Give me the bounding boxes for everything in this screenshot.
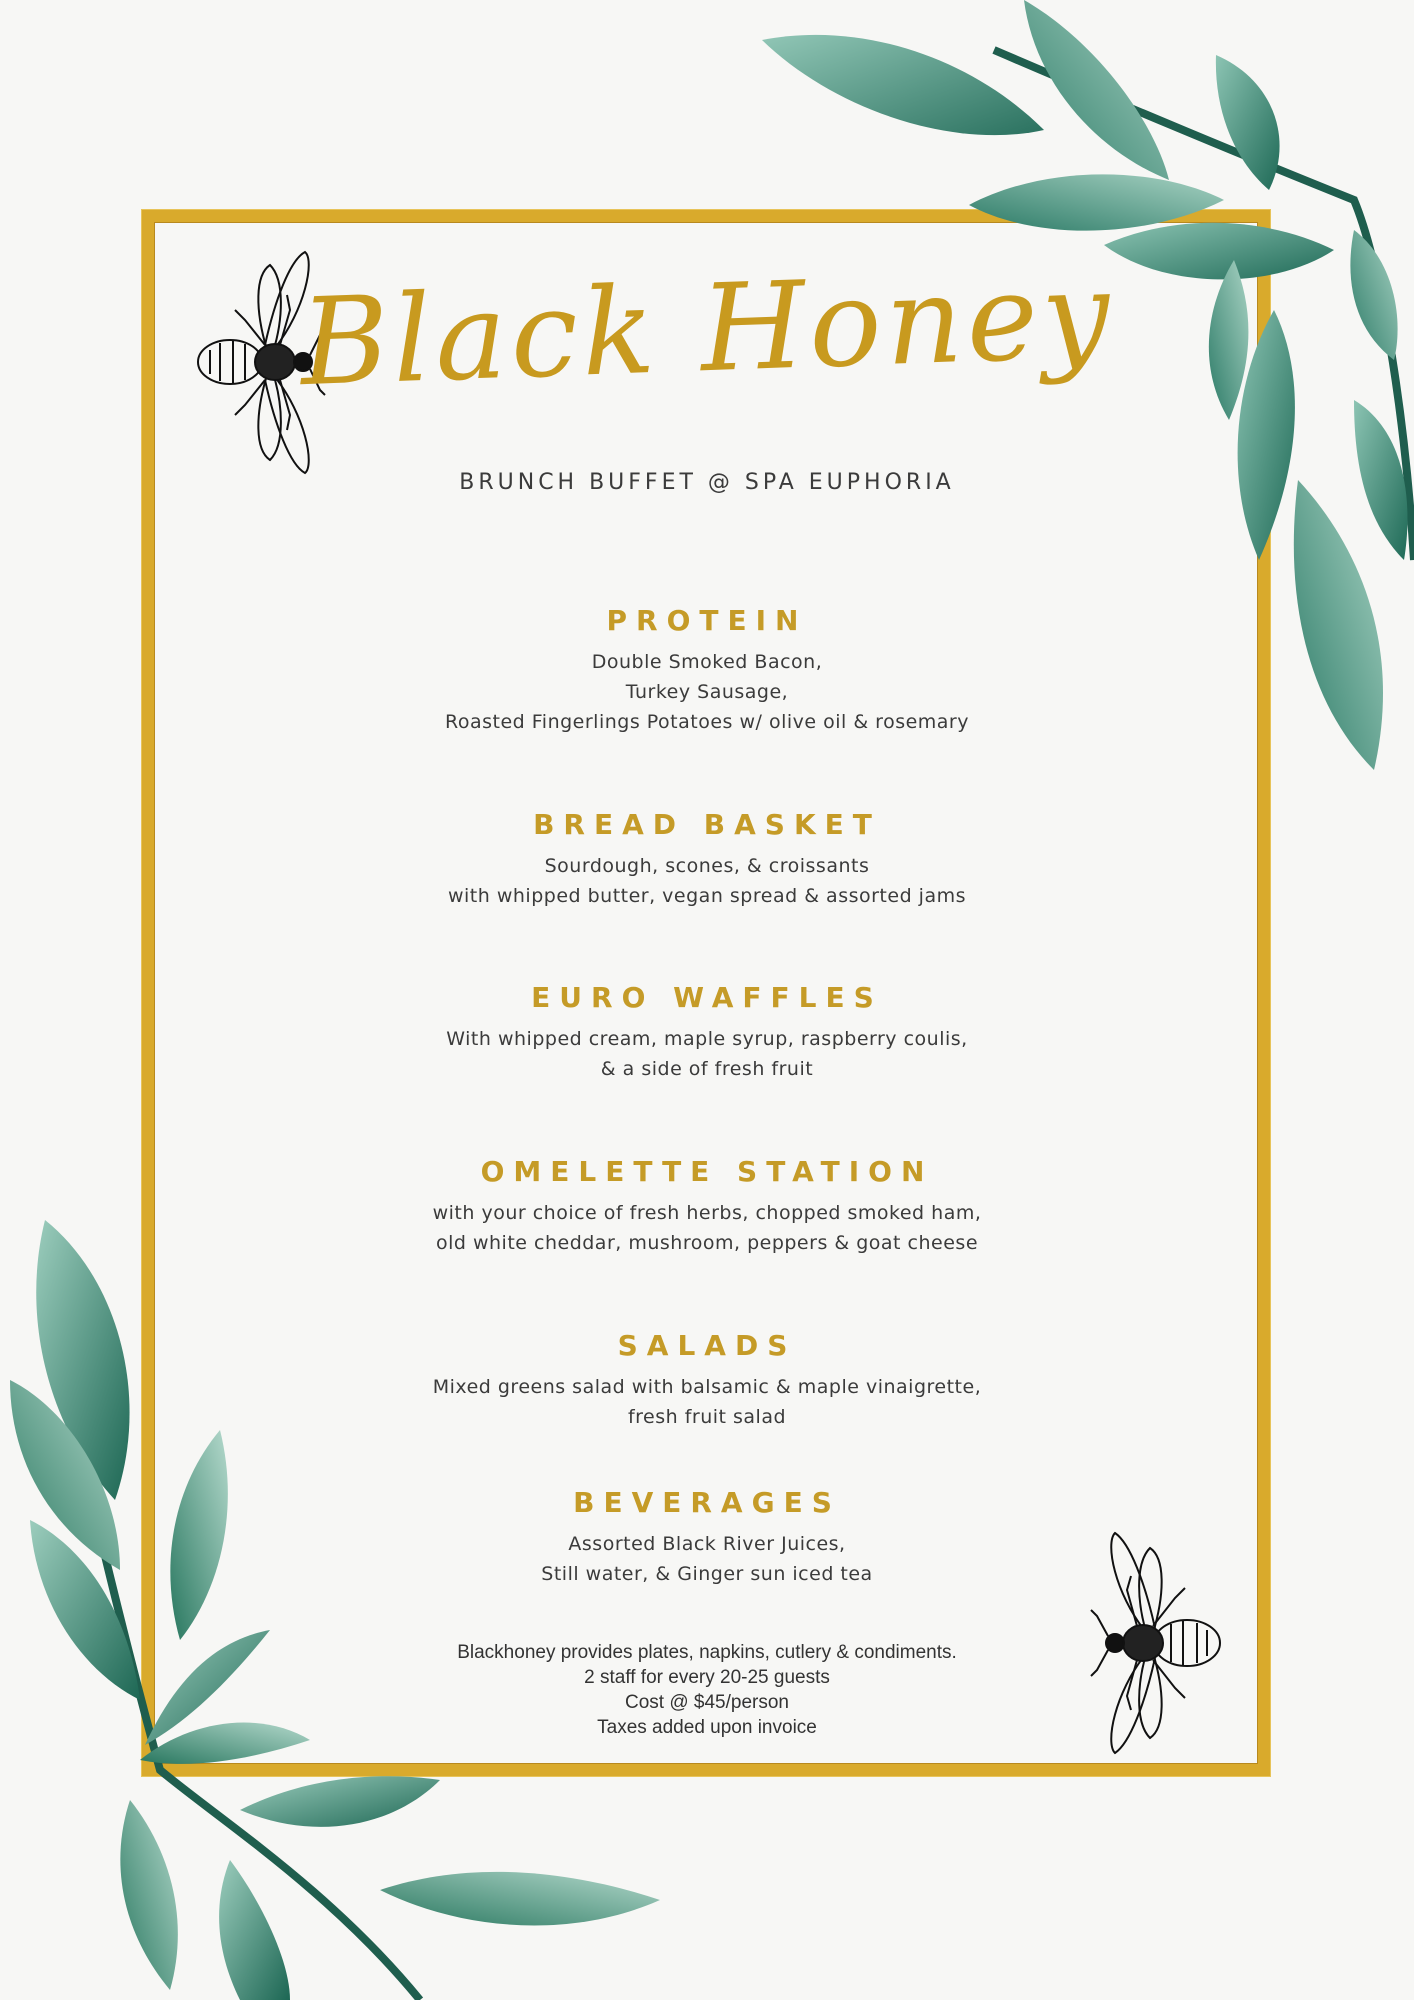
menu-line: with your choice of fresh herbs, chopped smoked ham,: [432, 1202, 982, 1224]
menu-line: With whipped cream, maple syrup, raspberry coulis,: [446, 1028, 968, 1050]
section-euro-waffles: [0, 981, 1414, 1084]
menu-line: & a side of fresh fruit: [600, 1058, 814, 1080]
menu-line: Sourdough, scones, & croissants: [544, 855, 870, 877]
menu-line: Turkey Sausage,: [625, 681, 789, 703]
menu-line: old white cheddar, mushroom, peppers & goat cheese: [435, 1232, 979, 1254]
section-protein: [0, 604, 1414, 737]
menu-line: fresh fruit salad: [627, 1406, 787, 1428]
menu-title: Black Honey: [298, 245, 1116, 414]
menu-line: Roasted Fingerlings Potatoes w/ olive oil & rosemary: [444, 711, 969, 733]
section-omelette-station: [0, 1155, 1414, 1258]
menu-line: Assorted Black River Juices,: [568, 1533, 846, 1555]
footer-line: Blackhoney provides plates, napkins, cutlery & condiments.: [457, 1642, 957, 1663]
section-heading: OMELETTE STATION: [480, 1155, 934, 1188]
menu-line: Double Smoked Bacon,: [591, 651, 823, 673]
footer-notes: [0, 1640, 1414, 1740]
section-heading: PROTEIN: [606, 604, 808, 637]
menu-line: Mixed greens salad with balsamic & maple vinaigrette,: [432, 1376, 982, 1398]
section-heading: SALADS: [617, 1329, 797, 1362]
footer-line: Taxes added upon invoice: [597, 1717, 817, 1738]
menu-line: with whipped butter, vegan spread & assorted jams: [447, 885, 966, 907]
section-heading: EURO WAFFLES: [531, 981, 883, 1014]
menu-line: Still water, & Ginger sun iced tea: [541, 1563, 873, 1585]
section-bread-basket: [0, 808, 1414, 911]
leaf-branch-icon: [0, 1200, 700, 2000]
footer-line: Cost @ $45/person: [625, 1692, 789, 1713]
section-beverages: [0, 1486, 1414, 1589]
menu-subtitle: BRUNCH BUFFET @ SPA EUPHORIA: [459, 470, 955, 495]
section-heading: BREAD BASKET: [533, 808, 881, 841]
section-heading: BEVERAGES: [573, 1486, 841, 1519]
section-salads: [0, 1329, 1414, 1432]
footer-line: 2 staff for every 20-25 guests: [584, 1667, 830, 1688]
